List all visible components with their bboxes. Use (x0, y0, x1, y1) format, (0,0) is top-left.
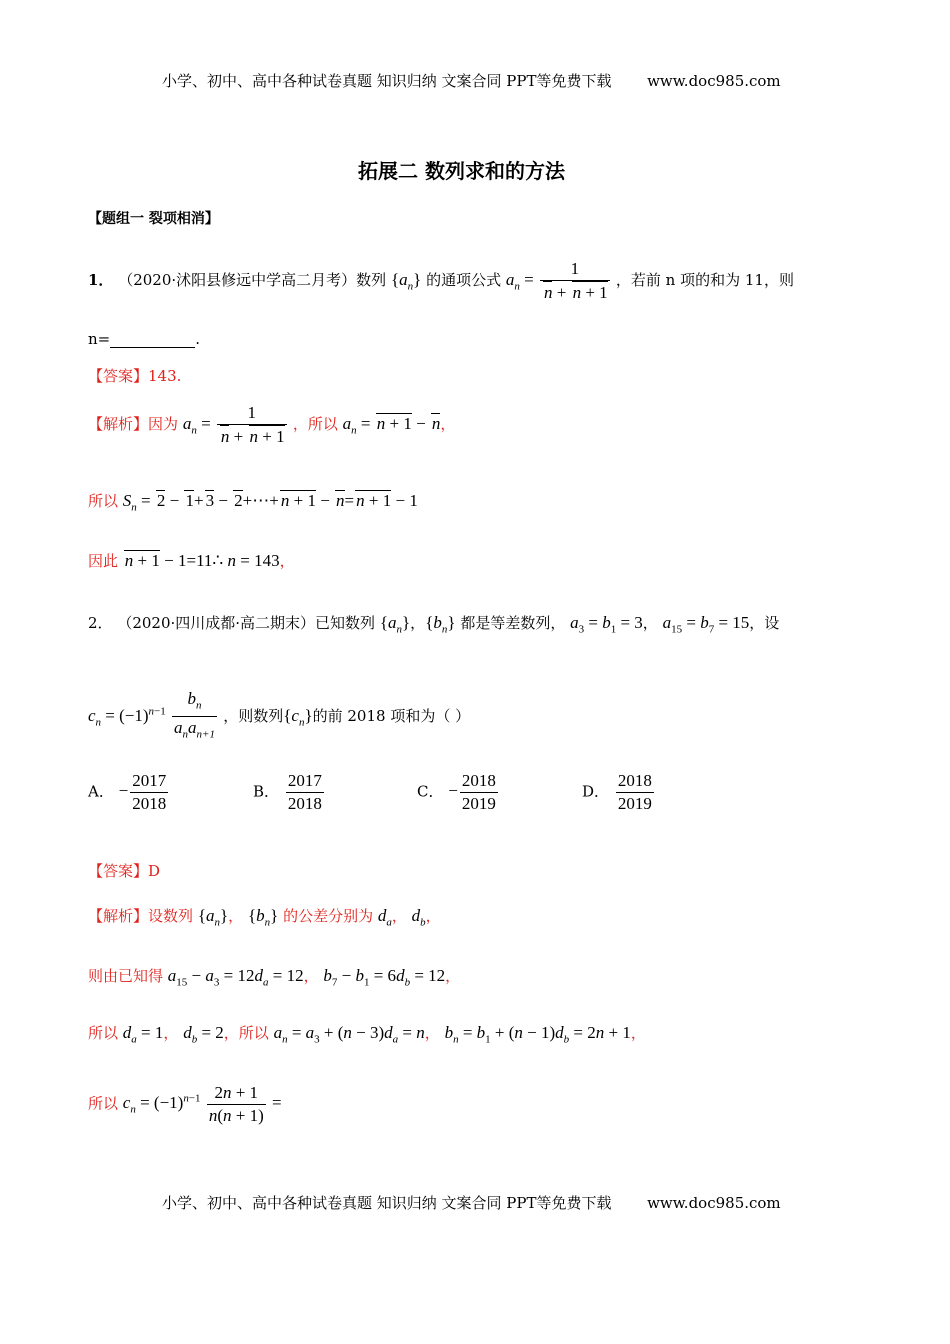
q1-answer (88, 365, 181, 386)
q1-analysis-3 (88, 550, 295, 571)
q2-line-d-prefix: 所以 (88, 1094, 119, 1113)
q2-line-c-mid: ，所以 (223, 1024, 269, 1042)
q2-db-val: $d_b = 2$ (183, 1023, 224, 1046)
q2-da: $d_a$ (377, 906, 392, 929)
footer-left-text: 小学、初中、高中各种试卷真题 知识归纳 文案合同 PPT等免费下载 (162, 1194, 612, 1212)
q2-analysis-text: 设数列 (148, 907, 194, 925)
q2-option-b[interactable] (253, 770, 326, 815)
q1-analysis-label: 【解析】 (88, 415, 149, 433)
footer-website-link[interactable]: www.doc985.com (647, 1194, 781, 1212)
q1-analysis-formula-1: $a_n$ = $\frac{1}{n + n + 1}$ (182, 403, 285, 446)
q2-source: （2020·四川成都·高二期末）已知数列 (117, 614, 376, 632)
q2-analysis-1 (88, 905, 441, 928)
q2-answer (88, 860, 160, 881)
q1-source: （2020·沭阳县修远中学高二月考）数列 (118, 271, 387, 289)
q1-answer-label: 【答案】 (88, 367, 149, 385)
q2-analysis-3 (88, 1022, 646, 1045)
q2-eq-a: $a_{15} - a_3 = 12d_a = 12$ (167, 966, 304, 989)
q2-an-formula: $a_n = a_3 + (n - 3)d_a = n$ (273, 1023, 425, 1046)
q2-cond-1: $a_3 = b_1 = 3$ (570, 613, 643, 636)
q2-analysis-sep-2: ， (391, 907, 407, 925)
q2-option-a[interactable] (88, 770, 170, 815)
q2-c-tail: ，则数列 (223, 706, 284, 725)
q1-formula: $a_n$ = $\frac{1}{n + n + 1}$ (505, 259, 608, 302)
q2-line-b-sep: ， (303, 967, 319, 985)
q1-blank-line (88, 330, 200, 348)
q2-analysis-seq-b: $\{b_n\}$ (247, 906, 279, 929)
option-sign: − (118, 781, 129, 801)
q2-both-arith: 都是等差数列， (460, 614, 566, 632)
q2-answer-value: D (148, 862, 161, 880)
option-label: A． (88, 782, 114, 801)
q2-answer-label: 【答案】 (88, 862, 149, 880)
q1-line3-prefix: 所以 (88, 492, 119, 510)
option-den: 2019 (461, 794, 496, 813)
q2-seq-a: $\{a_n\}$ (379, 613, 411, 636)
option-sign: − (448, 781, 458, 801)
q2-cn-formula: $c_n = (-1)^{n-1}$ $\frac{2n + 1}{n(n + 1)}$ = (122, 1083, 282, 1125)
q2-seq-c: $\{c_n\}$ (283, 705, 313, 729)
option-den: 2018 (132, 794, 167, 813)
q2-seq-b: $\{b_n\}$ (425, 613, 456, 636)
group-heading: 【题组一 裂项相消】 (88, 211, 219, 227)
q1-comma: ， (440, 415, 456, 433)
q2-option-c[interactable] (417, 770, 500, 815)
q2-stem (88, 612, 779, 635)
q2-c-formula: $c_n = (-1)^{n-1}$ $\frac{b_n}{a_na_{n+1}}$ (88, 706, 223, 725)
q2-number: 2． (88, 614, 113, 632)
option-den: 2018 (287, 794, 322, 813)
page-title: 拓展二 数列求和的方法 (358, 159, 565, 183)
q2-analysis-label: 【解析】 (88, 907, 149, 925)
q2-c-tail2: 的前 2018 项和为（ ） (312, 706, 471, 725)
option-num: 2018 (461, 771, 496, 790)
page-footer (162, 1192, 781, 1213)
q1-analysis-2 (88, 490, 418, 513)
q1-line4-prefix: 因此 (88, 552, 119, 570)
q2-bn-formula: $b_n = b_1 + (n - 1)d_b = 2n + 1$ (444, 1023, 631, 1046)
option-label: C． (417, 782, 444, 801)
q2-eq-b: $b_7 - b_1 = 6d_b = 12$ (323, 966, 446, 989)
q2-sep: ， (410, 614, 426, 632)
page-header (162, 70, 781, 91)
q1-mid: 的通项公式 (426, 271, 502, 289)
q2-line-c-sep-2: ， (424, 1024, 440, 1042)
q1-number: 1． (88, 271, 114, 289)
q1-stem (88, 258, 794, 304)
q1-analysis-formula-2: $a_n = n + 1 - n$ (342, 414, 441, 437)
q2-sep-2: ， (642, 614, 658, 632)
q2-analysis-4 (88, 1082, 282, 1127)
option-den: 2019 (617, 794, 652, 813)
q1-tail: ，若前 n 项的和为 11，则 (615, 271, 794, 289)
option-num: 2018 (617, 771, 652, 790)
q1-seq-a: $\{a_n\}$ (390, 270, 422, 293)
header-left-text: 小学、初中、高中各种试卷真题 知识归纳 文案合同 PPT等免费下载 (162, 72, 612, 90)
q1-so-text: ，所以 (292, 415, 338, 433)
q1-result-formula: n + 1 − 1=11∴ n = 143 (124, 551, 280, 570)
q2-line-c-prefix: 所以 (88, 1024, 119, 1042)
q1-n-label: n= (88, 330, 111, 348)
q1-period: . (195, 330, 201, 348)
q2-analysis-sep-3: ， (425, 907, 441, 925)
q2-analysis-sep: ， (228, 907, 244, 925)
q2-db: $d_b$ (411, 906, 426, 929)
q2-line-b-sep-2: ， (445, 967, 461, 985)
q1-line4-end: ， (279, 552, 295, 570)
q1-analysis-1 (88, 402, 455, 448)
q2-c-def (88, 688, 470, 746)
option-label: D． (582, 782, 610, 801)
q2-analysis-seqs: $\{a_n\}$ (197, 906, 229, 929)
option-num: 2017 (132, 771, 167, 790)
q2-cond-2: $a_{15} = b_7 = 15$ (662, 613, 750, 636)
q2-da-val: $d_a = 1$ (122, 1023, 164, 1046)
header-website-link[interactable]: www.doc985.com (647, 72, 781, 90)
q2-line-c-sep-3: ， (630, 1024, 646, 1042)
q1-answer-value: 143. (148, 367, 182, 385)
q2-line-b-prefix: 则由已知得 (88, 967, 164, 985)
q1-sum-formula: $S_n = 2 - 1+ 3$ − 2+⋯+ n + 1 − n= n + 1 − 1 (122, 491, 418, 514)
q2-option-d[interactable] (582, 770, 656, 815)
q1-analysis-text: 因为 (148, 415, 179, 433)
q2-set-text: ，设 (749, 614, 780, 632)
option-num: 2017 (287, 771, 322, 790)
q2-line-c-sep: ， (163, 1024, 179, 1042)
q2-analysis-2 (88, 965, 460, 988)
q1-answer-blank[interactable] (110, 333, 195, 348)
q2-analysis-text2: 的公差分别为 (283, 907, 374, 925)
option-label: B． (253, 782, 280, 801)
